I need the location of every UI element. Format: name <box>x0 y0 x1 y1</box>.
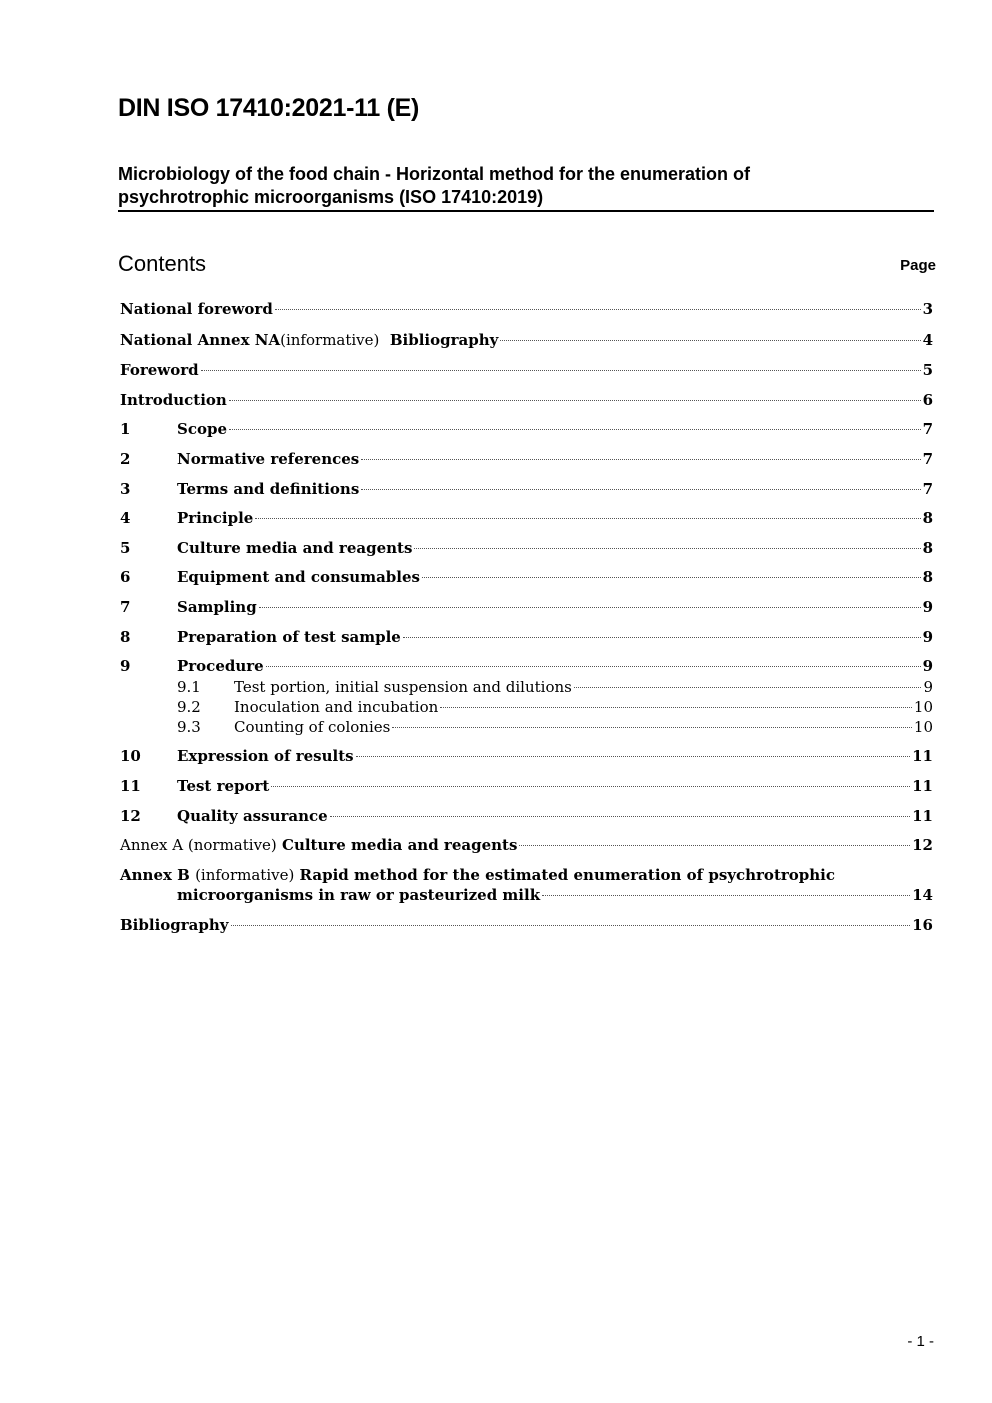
toc-entry-section-4[interactable] <box>120 508 933 528</box>
toc-entry-title-line-2: microorganisms in raw or pasteurized milk <box>177 886 541 904</box>
contents-heading: Contents <box>118 251 207 276</box>
toc-entry-qualifier: (informative) <box>195 866 295 884</box>
toc-leader <box>231 925 911 926</box>
toc-entry-title: Sampling <box>177 598 257 616</box>
toc-leader <box>403 637 921 638</box>
toc-entry-section-1[interactable] <box>120 419 933 439</box>
toc-entry-number: 7 <box>120 598 131 616</box>
toc-leader <box>356 756 911 757</box>
toc-entry-introduction[interactable] <box>120 390 933 410</box>
toc-leader <box>229 400 921 401</box>
toc-leader <box>271 786 910 787</box>
toc-entry-page: 9 <box>922 657 933 675</box>
toc-entry-bibliography[interactable] <box>120 915 933 935</box>
toc-entry-title: Procedure <box>177 657 264 675</box>
toc-entry-page: 12 <box>912 836 933 854</box>
toc-entry-title: Expression of results <box>177 747 354 765</box>
toc-entry-number: 5 <box>120 539 131 557</box>
toc-entry-title: Counting of colonies <box>234 718 391 736</box>
toc-entry-number: 9.1 <box>177 678 201 696</box>
toc-entry-prefix: National Annex NA <box>120 331 281 349</box>
page-column-label: Page <box>900 257 936 274</box>
toc-leader <box>330 816 910 817</box>
toc-entry-page: 6 <box>922 391 933 409</box>
toc-leader <box>574 687 922 688</box>
toc-entry-page: 11 <box>912 777 933 795</box>
toc-leader <box>275 309 921 310</box>
subtitle-line-2: psychrotrophic microorganisms (ISO 17410:2019) <box>118 187 544 207</box>
document-subtitle <box>118 163 934 212</box>
toc-entry-section-3[interactable] <box>120 479 933 499</box>
toc-entry-title: Terms and definitions <box>177 480 360 498</box>
toc-leader <box>255 518 920 519</box>
toc-entry-page: 10 <box>913 698 933 716</box>
toc-entry-number: 11 <box>120 777 141 795</box>
toc-entry-page: 7 <box>922 480 933 498</box>
toc-entry-page: 8 <box>922 539 933 557</box>
toc-entry-number: 1 <box>120 420 131 438</box>
toc-leader <box>201 370 921 371</box>
toc-entry-title: Scope <box>177 420 228 438</box>
toc-entry-page: 8 <box>922 509 933 527</box>
toc-entry-section-5[interactable] <box>120 538 933 558</box>
toc-entry-number: 9 <box>120 657 131 675</box>
toc-leader <box>392 727 912 728</box>
toc-entry-section-10[interactable] <box>120 746 933 766</box>
toc-entry-title: Quality assurance <box>177 807 328 825</box>
toc-entry-title: Inoculation and incubation <box>234 698 439 716</box>
toc-entry-section-6[interactable] <box>120 567 933 587</box>
toc-entry-title: Preparation of test sample <box>177 628 401 646</box>
toc-entry-section-9-1[interactable] <box>120 677 933 697</box>
toc-entry-number: 4 <box>120 509 131 527</box>
toc-entry-page: 14 <box>912 886 933 904</box>
toc-entry-section-9-3[interactable] <box>120 717 933 737</box>
toc-entry-page: 16 <box>912 916 933 934</box>
toc-leader <box>361 459 920 460</box>
toc-leader <box>542 895 910 896</box>
toc-leader <box>266 666 921 667</box>
toc-entry-page: 4 <box>922 331 933 349</box>
document-title: DIN ISO 17410:2021-11 (E) <box>118 94 419 122</box>
subtitle-line-1: Microbiology of the food chain - Horizontal method for the enumeration of <box>118 164 750 184</box>
toc-entry-annex-b[interactable] <box>120 865 933 905</box>
toc-entry-page: 7 <box>922 450 933 468</box>
toc-entry-section-2[interactable] <box>120 449 933 469</box>
toc-entry-title: Culture media and reagents <box>276 836 518 854</box>
toc-leader <box>229 429 921 430</box>
toc-entry-prefix: Annex A <box>120 836 188 854</box>
toc-entry-title: National foreword <box>120 300 273 318</box>
toc-entry-prefix: Annex B <box>120 866 196 884</box>
toc-entry-section-12[interactable] <box>120 806 933 826</box>
toc-entry-section-11[interactable] <box>120 776 933 796</box>
toc-entry-national-annex[interactable] <box>120 330 933 350</box>
toc-entry-title: Foreword <box>120 361 199 379</box>
toc-leader <box>414 548 920 549</box>
toc-leader <box>440 707 912 708</box>
toc-entry-section-7[interactable] <box>120 597 933 617</box>
toc-entry-page: 11 <box>912 807 933 825</box>
toc-entry-page: 9 <box>922 598 933 616</box>
toc-entry-number: 9.3 <box>177 718 201 736</box>
toc-entry-qualifier: (normative) <box>187 836 277 854</box>
toc-entry-number: 10 <box>120 747 141 765</box>
toc-entry-page: 9 <box>923 678 933 696</box>
toc-entry-title: Principle <box>177 509 254 527</box>
toc-entry-annex-a[interactable] <box>120 835 933 855</box>
toc-entry-title: Test portion, initial suspension and dilutions <box>234 678 572 696</box>
toc-entry-page: 3 <box>922 300 933 318</box>
toc-entry-title: Introduction <box>120 391 227 409</box>
toc-entry-qualifier: (informative) <box>280 331 380 349</box>
toc-entry-page: 7 <box>922 420 933 438</box>
toc-entry-section-8[interactable] <box>120 627 933 647</box>
toc-entry-title-line-1: Rapid method for the estimated enumeration of psychrotrophic <box>294 866 836 884</box>
toc-leader <box>361 489 920 490</box>
toc-entry-section-9-2[interactable] <box>120 697 933 717</box>
toc-entry-page: 11 <box>912 747 933 765</box>
toc-entry-title: Culture media and reagents <box>177 539 413 557</box>
page-number: - 1 - <box>907 1333 934 1350</box>
toc-leader <box>519 845 910 846</box>
toc-entry-page: 8 <box>922 568 933 586</box>
toc-entry-page: 9 <box>922 628 933 646</box>
toc-entry-title: Equipment and consumables <box>177 568 420 586</box>
toc-entry-number: 9.2 <box>177 698 201 716</box>
toc-entry-number: 6 <box>120 568 131 586</box>
toc-entry-title: Test report <box>177 777 270 795</box>
toc-leader <box>422 577 921 578</box>
toc-entry-number: 8 <box>120 628 131 646</box>
toc-leader <box>500 340 920 341</box>
toc-entry-number: 2 <box>120 450 131 468</box>
toc-entry-national-foreword[interactable] <box>120 299 933 319</box>
toc-entry-section-9[interactable] <box>120 656 933 676</box>
toc-entry-title: Normative references <box>177 450 360 468</box>
toc-entry-title: Bibliography <box>379 331 499 349</box>
toc-entry-number: 3 <box>120 480 131 498</box>
toc-entry-foreword[interactable] <box>120 360 933 380</box>
toc-entry-title: Bibliography <box>120 916 229 934</box>
toc-entry-page: 5 <box>922 361 933 379</box>
toc-entry-number: 12 <box>120 807 141 825</box>
toc-entry-page: 10 <box>913 718 933 736</box>
toc-leader <box>259 607 921 608</box>
